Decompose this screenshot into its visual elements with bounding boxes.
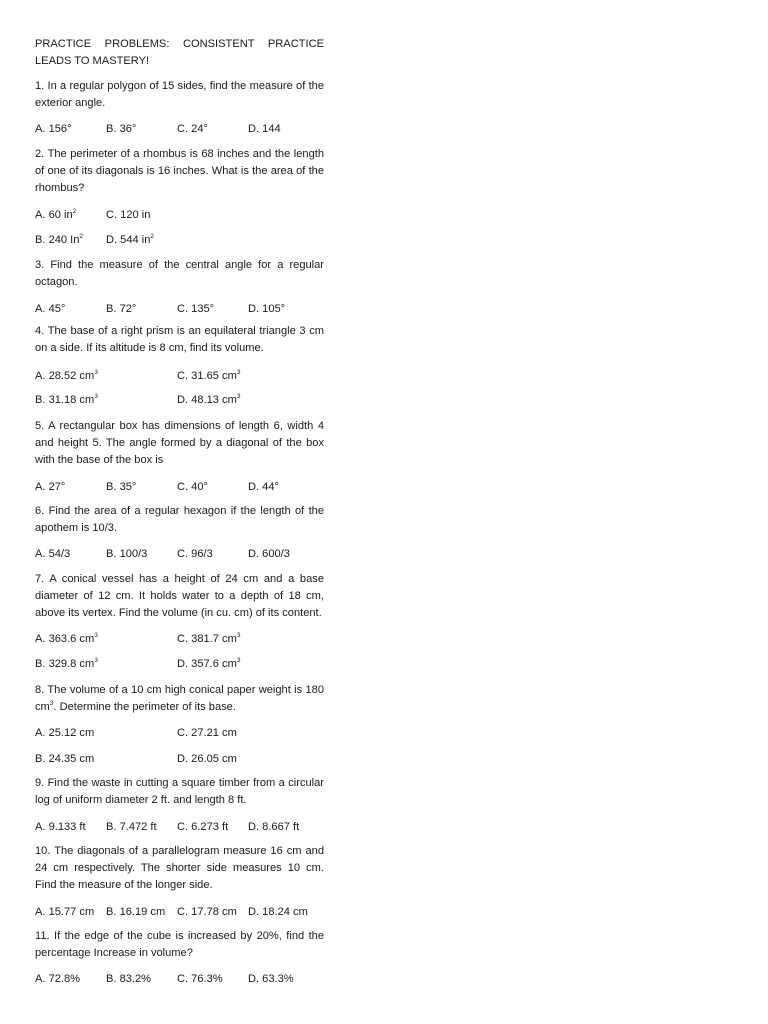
problem-11-question: 11. If the edge of the cube is increased by 20%, find the percentage Increase in volume?: [35, 930, 324, 960]
problem-11-option-b: B. 83.2%: [106, 973, 152, 985]
problem-1-question: 1. In a regular polygon of 15 sides, find the measure of the exterior angle.: [35, 80, 324, 110]
problem-11-option-a: A. 72.8%: [35, 973, 81, 985]
problem-11-option-d: D. 63.3%: [248, 973, 294, 985]
problem-3-question: 3. Find the measure of the central angle for a regular octagon.: [35, 259, 324, 289]
problem-3-option-b: B. 72°: [106, 303, 137, 315]
problem-8-option-c: C. 27.21 cm: [177, 727, 237, 739]
problem-1-option-c: C. 24°: [177, 123, 208, 135]
problem-6-option-a: A. 54/3: [35, 548, 71, 560]
problem-5-question: 5. A rectangular box has dimensions of length 6, width 4 and height 5. The angle formed by a diagonal of the box with the base of the box is: [35, 420, 324, 467]
problem-4-question: 4. The base of a right prism is an equilateral triangle 3 cm on a side. If its altitude is 8 cm, find its volume.: [35, 325, 324, 355]
problem-2-option-b: B. 240 In$^2$: [35, 233, 84, 246]
problem-6-option-c: C. 96/3: [177, 548, 213, 560]
problem-4-option-a: A. 28.52 $cm^3$: [35, 369, 98, 382]
problem-5-option-b: B. 35°: [106, 481, 137, 493]
problem-9-option-a: A. 9.133 ft: [35, 821, 86, 833]
problem-4-option-b: B. 31.18 $cm^3$: [35, 393, 98, 406]
problem-1-option-d: D. 144: [248, 123, 281, 135]
problem-5-option-d: D. 44°: [248, 481, 279, 493]
problem-10-option-b: B. 16.19 cm: [106, 906, 166, 918]
problem-9-option-b: B. 7.472 ft: [106, 821, 157, 833]
problem-4-option-d: D. 48.13 $cm^3$: [177, 393, 241, 406]
problem-9-question: 9. Find the waste in cutting a square timber from a circular log of uniform diameter 2 ft. and length 8 ft.: [35, 777, 324, 807]
problem-3-option-c: C. 135°: [177, 303, 215, 315]
problem-9-option-d: D. 8.667 ft: [248, 821, 300, 833]
problem-6-option-b: B. 100/3: [106, 548, 148, 560]
problem-1-option-a: A. 156°: [35, 123, 72, 135]
problem-6-question: 6. Find the area of a regular hexagon if the length of the apothem is 10/3.: [35, 505, 324, 535]
problem-10-option-d: D. 18.24 cm: [248, 906, 308, 918]
problem-7-question: 7. A conical vessel has a height of 24 cm and a base diameter of 12 cm. It holds water to a depth of 18 cm, above its vertex. Find the volume (in cu. cm) of its content.: [35, 573, 324, 620]
problem-11-option-c: C. 76.3%: [177, 973, 223, 985]
problem-3-option-d: D. 105°: [248, 303, 286, 315]
problem-10-question: 10. The diagonals of a parallelogram measure 16 cm and 24 cm respectively. The shorter side measures 10 cm. Find the measure of the longer side.: [35, 845, 324, 892]
problem-4-option-c: C. 31.65 $cm^3$: [177, 369, 241, 382]
problem-3-option-a: A. 45°: [35, 303, 66, 315]
problem-2-option-d: D. 544 $in^2$: [106, 233, 155, 246]
problem-2-option-c: C. 120 in: [106, 209, 151, 221]
page-title: PRACTICE PROBLEMS: CONSISTENT PRACTICE LEADS TO MASTERY!: [35, 38, 324, 68]
problem-6-option-d: D. 600/3: [248, 548, 290, 560]
problem-10-option-a: A. 15.77 cm: [35, 906, 95, 918]
problem-8-option-a: A. 25.12 cm: [35, 727, 95, 739]
problem-7-option-d: D. 357.6 $cm^3$: [177, 657, 241, 670]
problem-7-option-a: A. 363.6 $cm^3$: [35, 632, 98, 645]
problem-8-option-b: B. 24.35 cm: [35, 753, 95, 765]
problem-2-question: 2. The perimeter of a rhombus is 68 inches and the length of one of its diagonals is 16 inches. What is the area of the rhombus?: [35, 148, 324, 195]
problem-5-option-c: C. 40°: [177, 481, 208, 493]
problem-10-option-c: C. 17.78 cm: [177, 906, 237, 918]
problem-2-option-a: A. 60 $in^2$: [35, 208, 77, 221]
problem-1-option-b: B. 36°: [106, 123, 137, 135]
problem-8-option-d: D. 26.05 cm: [177, 753, 237, 765]
problem-7-option-c: C. 381.7 $cm^3$: [177, 632, 241, 645]
problem-9-option-c: C. 6.273 ft: [177, 821, 229, 833]
problem-7-option-b: B. 329.8 $cm^3$: [35, 657, 98, 670]
problem-5-option-a: A. 27°: [35, 481, 66, 493]
problem-8-question: 8. The volume of a 10 cm high conical paper weight is 180 $cm^3$. Determine the perimeter of its base.: [35, 684, 324, 714]
